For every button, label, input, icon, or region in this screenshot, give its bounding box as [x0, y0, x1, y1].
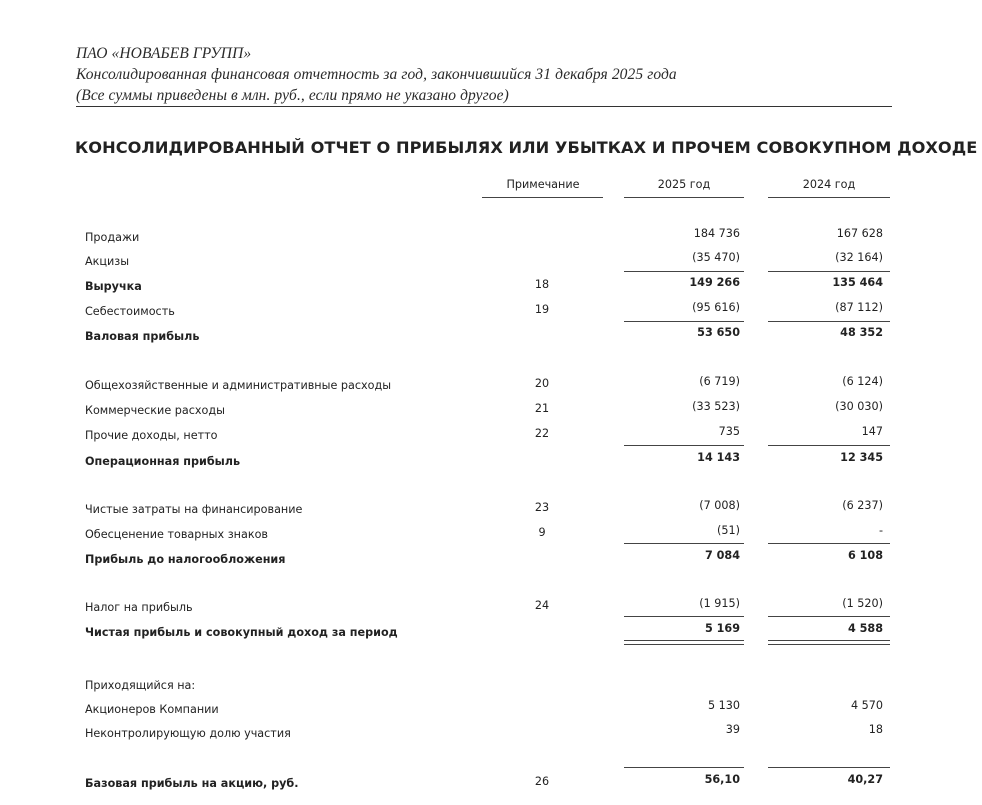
header-divider	[76, 106, 892, 107]
note-ref-trademark-impairment: 9	[538, 526, 546, 539]
note-ref-finance-costs: 23	[534, 501, 550, 514]
value-2025-profit-before-tax: 7 084	[704, 549, 740, 562]
value-2024-trademark-impairment: -	[878, 524, 883, 537]
subtotal-rule	[624, 271, 744, 272]
amounts-note: (Все суммы приведены в млн. руб., если прямо не указано другое)	[76, 87, 509, 104]
value-2025-operating-profit: 14 143	[697, 451, 740, 464]
value-2025-shareholders: 5 130	[707, 699, 740, 712]
column-header-2025: 2025 год	[657, 178, 711, 191]
row-label-selling-expenses: Коммерческие расходы	[85, 404, 225, 417]
value-2025-revenue: 149 266	[689, 276, 740, 289]
column-header-rule-2025	[624, 197, 744, 198]
row-label-operating-profit: Операционная прибыль	[85, 455, 241, 468]
row-label-cost-of-sales: Себестоимость	[85, 305, 175, 318]
value-2024-admin-expenses: (6 124)	[842, 375, 883, 388]
report-title: КОНСОЛИДИРОВАННЫЙ ОТЧЕТ О ПРИБЫЛЯХ ИЛИ УБЫТКАХ И ПРОЧЕМ СОВОКУПНОМ ДОХОДЕ	[75, 138, 978, 157]
total-double-rule	[768, 640, 890, 645]
value-2025-other-income: 735	[718, 425, 740, 438]
value-2024-excise: (32 164)	[835, 251, 883, 264]
row-label-shareholders: Акционеров Компании	[85, 703, 219, 716]
value-2024-gross-profit: 48 352	[840, 326, 883, 339]
subtotal-rule	[768, 616, 890, 617]
subtotal-rule	[768, 271, 890, 272]
value-2025-gross-profit: 53 650	[697, 326, 740, 339]
row-label-non-controlling: Неконтролирующую долю участия	[85, 727, 291, 740]
value-2025-income-tax: (1 915)	[699, 597, 740, 610]
note-ref-cost-of-sales: 19	[534, 303, 550, 316]
value-2024-sales: 167 628	[836, 227, 883, 240]
company-name: ПАО «НОВАБЕВ ГРУПП»	[76, 45, 252, 62]
column-header-note: Примечание	[506, 178, 580, 191]
subtotal-rule	[624, 543, 744, 544]
value-2025-finance-costs: (7 008)	[699, 499, 740, 512]
subtotal-rule	[768, 767, 890, 768]
subtotal-rule	[768, 445, 890, 446]
note-ref-revenue: 18	[534, 278, 550, 291]
value-2025-excise: (35 470)	[692, 251, 740, 264]
total-double-rule	[624, 640, 744, 645]
row-label-attributable-to: Приходящийся на:	[85, 679, 196, 692]
note-ref-other-income: 22	[534, 427, 550, 440]
value-2024-revenue: 135 464	[832, 276, 883, 289]
column-header-rule-2024	[768, 197, 890, 198]
subtotal-rule	[624, 616, 744, 617]
column-header-2024: 2024 год	[802, 178, 856, 191]
value-2025-non-controlling: 39	[725, 723, 740, 736]
note-ref-basic-eps: 26	[534, 775, 550, 788]
row-label-gross-profit: Валовая прибыль	[85, 330, 200, 343]
subtotal-rule	[624, 321, 744, 322]
value-2024-other-income: 147	[861, 425, 883, 438]
row-label-profit-before-tax: Прибыль до налогообложения	[85, 553, 286, 566]
row-label-other-income: Прочие доходы, нетто	[85, 429, 218, 442]
value-2025-net-profit: 5 169	[704, 622, 740, 635]
value-2024-cost-of-sales: (87 112)	[835, 301, 883, 314]
column-header-rule-note	[482, 197, 603, 198]
note-ref-income-tax: 24	[534, 599, 550, 612]
value-2024-basic-eps: 40,27	[847, 773, 883, 786]
row-label-trademark-impairment: Обесценение товарных знаков	[85, 528, 269, 541]
value-2025-sales: 184 736	[693, 227, 740, 240]
statement-subtitle: Консолидированная финансовая отчетность за год, закончившийся 31 декабря 2025 года	[76, 66, 677, 83]
value-2024-finance-costs: (6 237)	[842, 499, 883, 512]
value-2024-selling-expenses: (30 030)	[835, 400, 883, 413]
row-label-net-profit: Чистая прибыль и совокупный доход за период	[85, 626, 398, 639]
subtotal-rule	[624, 445, 744, 446]
row-label-finance-costs: Чистые затраты на финансирование	[85, 503, 303, 516]
row-label-excise: Акцизы	[85, 255, 130, 268]
row-label-basic-eps: Базовая прибыль на акцию, руб.	[85, 777, 299, 790]
value-2025-cost-of-sales: (95 616)	[692, 301, 740, 314]
value-2024-operating-profit: 12 345	[840, 451, 883, 464]
value-2025-admin-expenses: (6 719)	[699, 375, 740, 388]
value-2025-basic-eps: 56,10	[704, 773, 740, 786]
note-ref-admin-expenses: 20	[534, 377, 550, 390]
value-2024-profit-before-tax: 6 108	[847, 549, 883, 562]
subtotal-rule	[624, 767, 744, 768]
subtotal-rule	[768, 543, 890, 544]
value-2025-selling-expenses: (33 523)	[692, 400, 740, 413]
row-label-admin-expenses: Общехозяйственные и административные расходы	[85, 379, 392, 392]
value-2024-net-profit: 4 588	[847, 622, 883, 635]
value-2024-shareholders: 4 570	[850, 699, 883, 712]
value-2025-trademark-impairment: (51)	[717, 524, 740, 537]
value-2024-non-controlling: 18	[868, 723, 883, 736]
subtotal-rule	[768, 321, 890, 322]
note-ref-selling-expenses: 21	[534, 402, 550, 415]
row-label-sales: Продажи	[85, 231, 140, 244]
row-label-revenue: Выручка	[85, 280, 142, 293]
value-2024-income-tax: (1 520)	[842, 597, 883, 610]
row-label-income-tax: Налог на прибыль	[85, 601, 193, 614]
